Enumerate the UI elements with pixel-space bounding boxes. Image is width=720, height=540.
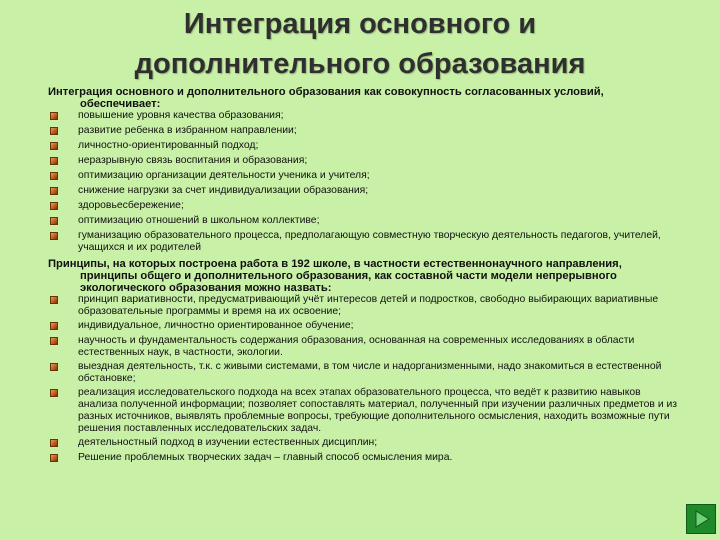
list-item: гуманизацию образовательного процесса, предполагающую совместную творческую деятельность педагогов, учителей, учащихся и их родителей xyxy=(48,230,678,254)
title-line-2: дополнительного образования xyxy=(134,48,586,80)
list-item: деятельностный подход в изучении естественных дисциплин; xyxy=(48,437,678,449)
next-slide-button[interactable] xyxy=(686,504,716,534)
square-bullet-icon xyxy=(50,187,58,195)
square-bullet-icon xyxy=(50,389,58,397)
square-bullet-icon xyxy=(50,337,58,345)
slide-title xyxy=(60,4,660,84)
list-item: повышение уровня качества образования; xyxy=(48,110,678,122)
section2-lead: Принципы, на которых построена работа в 192 школе, в частности естественнонаучного направления, принципы общего и дополнительного образования, как составной части модели непрерывного экологического образования можно назвать: xyxy=(48,258,622,294)
list-item: научность и фундаментальность содержания образования, основанная на современных исследованиях в области естественных наук, в частности, экологии. xyxy=(48,335,678,359)
list-item: реализация исследовательского подхода на всех этапах образовательного процесса, что ведёт к развитию навыков анализа полученной информации; позволяет сопоставлять материал, полученный при изучении различных предметов и из разных источников, выявлять проблемные вопросы, требующие дополнительного осмысления, находить возможные пути решения поставленных исследовательских задач. xyxy=(48,387,678,435)
square-bullet-icon xyxy=(50,157,58,165)
square-bullet-icon xyxy=(50,322,58,330)
square-bullet-icon xyxy=(50,363,58,371)
list-item: снижение нагрузки за счет индивидуализации образования; xyxy=(48,185,678,197)
list-item: оптимизацию отношений в школьном коллективе; xyxy=(48,215,678,227)
section1-lead: Интеграция основного и дополнительного образования как совокупность согласованных условий, обеспечивает: xyxy=(48,86,604,110)
list-item: принцип вариативности, предусматривающий учёт интересов детей и подростков, свободно выбирающих вариативные образовательные программы и время на их освоение; xyxy=(48,294,678,318)
square-bullet-icon xyxy=(50,439,58,447)
square-bullet-icon xyxy=(50,217,58,225)
slide-body xyxy=(48,86,678,467)
next-arrow-icon xyxy=(687,505,715,533)
list-item: оптимизацию организации деятельности ученика и учителя; xyxy=(48,170,678,182)
square-bullet-icon xyxy=(50,142,58,150)
list-item: развитие ребенка в избранном направлении; xyxy=(48,125,678,137)
square-bullet-icon xyxy=(50,454,58,462)
title-line-1: Интеграция основного и xyxy=(183,8,537,40)
square-bullet-icon xyxy=(50,202,58,210)
list-item: Решение проблемных творческих задач – главный способ осмысления мира. xyxy=(48,452,678,464)
list-item: выездная деятельность, т.к. с живыми системами, в том числе и надорганизменными, надо знакомиться в естественной обстановке; xyxy=(48,361,678,385)
section2-list xyxy=(48,294,678,464)
list-item: индивидуальное, личностно ориентированное обучение; xyxy=(48,320,678,332)
square-bullet-icon xyxy=(50,232,58,240)
square-bullet-icon xyxy=(50,296,58,304)
square-bullet-icon xyxy=(50,127,58,135)
section1-list xyxy=(48,110,678,254)
square-bullet-icon xyxy=(50,172,58,180)
square-bullet-icon xyxy=(50,112,58,120)
list-item: неразрывную связь воспитания и образования; xyxy=(48,155,678,167)
list-item: личностно-ориентированный подход; xyxy=(48,140,678,152)
list-item: здоровьесбережение; xyxy=(48,200,678,212)
